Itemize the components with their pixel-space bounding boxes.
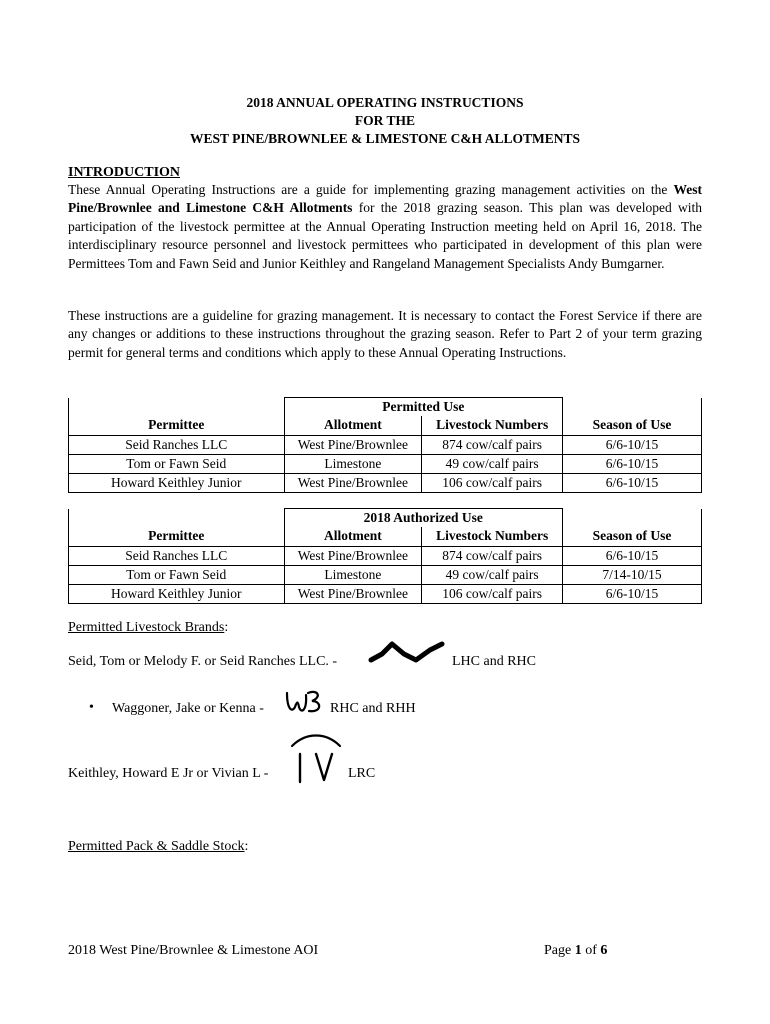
bullet-icon: • bbox=[89, 700, 94, 715]
header-allotment: Allotment bbox=[284, 416, 422, 435]
header-season-of-use: Season of Use bbox=[563, 416, 702, 435]
cell-season: 6/6-10/15 bbox=[563, 474, 702, 493]
cell-allotment: West Pine/Brownlee bbox=[284, 435, 422, 454]
brands-label-wrap bbox=[68, 620, 228, 636]
title-line-2: FOR THE bbox=[354, 113, 416, 128]
header-permittee: Permittee bbox=[69, 527, 285, 546]
cell-allotment: West Pine/Brownlee bbox=[284, 585, 422, 604]
permitted-use-caption: Permitted Use bbox=[284, 398, 563, 417]
cell-permittee: Tom or Fawn Seid bbox=[69, 454, 285, 473]
brand-position-seid: LHC and RHC bbox=[452, 654, 536, 669]
intro-p1-text-a: These Annual Operating Instructions are a guide for implementing grazing management activities on the bbox=[68, 182, 674, 197]
cell-allotment: Limestone bbox=[284, 565, 422, 584]
cell-livestock-numbers: 49 cow/calf pairs bbox=[422, 454, 563, 473]
permitted-blank-cell bbox=[69, 398, 285, 417]
cell-season: 6/6-10/15 bbox=[563, 546, 702, 565]
cell-allotment: West Pine/Brownlee bbox=[284, 546, 422, 565]
zigzag-brand-icon bbox=[368, 634, 448, 668]
table-row bbox=[69, 435, 702, 454]
header-allotment: Allotment bbox=[284, 527, 422, 546]
cell-season: 6/6-10/15 bbox=[563, 435, 702, 454]
footer-page-prefix: Page bbox=[544, 943, 575, 958]
authorized-use-caption: 2018 Authorized Use bbox=[284, 509, 563, 528]
footer-page-number bbox=[544, 943, 607, 959]
introduction-heading: INTRODUCTION bbox=[68, 165, 181, 180]
cell-permittee: Seid Ranches LLC bbox=[69, 546, 285, 565]
title-line-1: 2018 ANNUAL OPERATING INSTRUCTIONS bbox=[246, 95, 524, 110]
brand-owner-waggoner: Waggoner, Jake or Kenna - bbox=[112, 701, 264, 716]
footer-page-total: 6 bbox=[600, 943, 608, 958]
table-row bbox=[69, 474, 702, 493]
authorized-blank-cell bbox=[563, 509, 702, 528]
table-row bbox=[69, 546, 702, 565]
cell-livestock-numbers: 106 cow/calf pairs bbox=[422, 474, 563, 493]
cell-livestock-numbers: 49 cow/calf pairs bbox=[422, 565, 563, 584]
footer-page-current: 1 bbox=[574, 943, 582, 958]
footer-page-of: of bbox=[581, 943, 601, 958]
header-livestock-numbers: Livestock Numbers bbox=[422, 416, 563, 435]
brand-position-keithley: LRC bbox=[348, 766, 376, 781]
header-livestock-numbers: Livestock Numbers bbox=[422, 527, 563, 546]
authorized-blank-cell bbox=[69, 509, 285, 528]
cell-permittee: Howard Keithley Junior bbox=[69, 585, 285, 604]
cell-permittee: Howard Keithley Junior bbox=[69, 474, 285, 493]
brands-label-colon: : bbox=[224, 620, 229, 635]
cell-season: 7/14-10/15 bbox=[563, 565, 702, 584]
title-line-3: WEST PINE/BROWNLEE & LIMESTONE C&H ALLOTMENTS bbox=[190, 131, 580, 146]
authorized-use-table bbox=[68, 508, 702, 604]
cell-livestock-numbers: 874 cow/calf pairs bbox=[422, 546, 563, 565]
cell-permittee: Seid Ranches LLC bbox=[69, 435, 285, 454]
footer-document-title: 2018 West Pine/Brownlee & Limestone AOI bbox=[68, 943, 319, 958]
cell-livestock-numbers: 874 cow/calf pairs bbox=[422, 435, 563, 454]
intro-paragraph-2: These instructions are a guideline for grazing management. It is necessary to contact the Forest Service if there are any changes or additions to these instructions throughout the grazing season. Refer to Part 2 of your term grazing permit for general terms and conditions which apply to these Annual Operating Instructions. bbox=[68, 308, 702, 360]
brand-owner-seid: Seid, Tom or Melody F. or Seid Ranches LLC. - bbox=[68, 654, 338, 669]
cell-permittee: Tom or Fawn Seid bbox=[69, 565, 285, 584]
table-row bbox=[69, 565, 702, 584]
cell-season: 6/6-10/15 bbox=[563, 454, 702, 473]
table-row bbox=[69, 585, 702, 604]
pack-stock-colon: : bbox=[244, 839, 249, 854]
iv-arc-brand-icon bbox=[288, 732, 344, 786]
allotment-names-bold: West Pine/Brownlee and Limestone C&H Allotments bbox=[68, 182, 702, 216]
cell-allotment: West Pine/Brownlee bbox=[284, 474, 422, 493]
intro-p1-text-b: for the 2018 grazing season. This plan was developed with participation of the livestock permittee at the Annual Operating Instruction meeting held on April 16, 2018. The interdisciplinary resource personnel and livestock permittees who participated in development of this plan were Permittees Tom and Fawn Seid and Junior Keithley and Rangeland Management Specialists Andy Bumgarner. bbox=[68, 200, 702, 271]
intro-paragraph-1 bbox=[68, 181, 702, 273]
cell-livestock-numbers: 106 cow/calf pairs bbox=[422, 585, 563, 604]
brands-label: Permitted Livestock Brands bbox=[68, 620, 225, 635]
brand-position-waggoner: RHC and RHH bbox=[330, 701, 416, 716]
pack-stock-label: Permitted Pack & Saddle Stock bbox=[68, 839, 245, 854]
permitted-blank-cell bbox=[563, 398, 702, 417]
pack-stock-label-wrap bbox=[68, 839, 248, 855]
cell-season: 6/6-10/15 bbox=[563, 585, 702, 604]
cell-allotment: Limestone bbox=[284, 454, 422, 473]
w3-brand-icon bbox=[284, 687, 324, 719]
table-row bbox=[69, 454, 702, 473]
header-permittee: Permittee bbox=[69, 416, 285, 435]
header-season-of-use: Season of Use bbox=[563, 527, 702, 546]
permitted-use-table bbox=[68, 397, 702, 493]
brand-owner-keithley: Keithley, Howard E Jr or Vivian L - bbox=[68, 766, 269, 781]
